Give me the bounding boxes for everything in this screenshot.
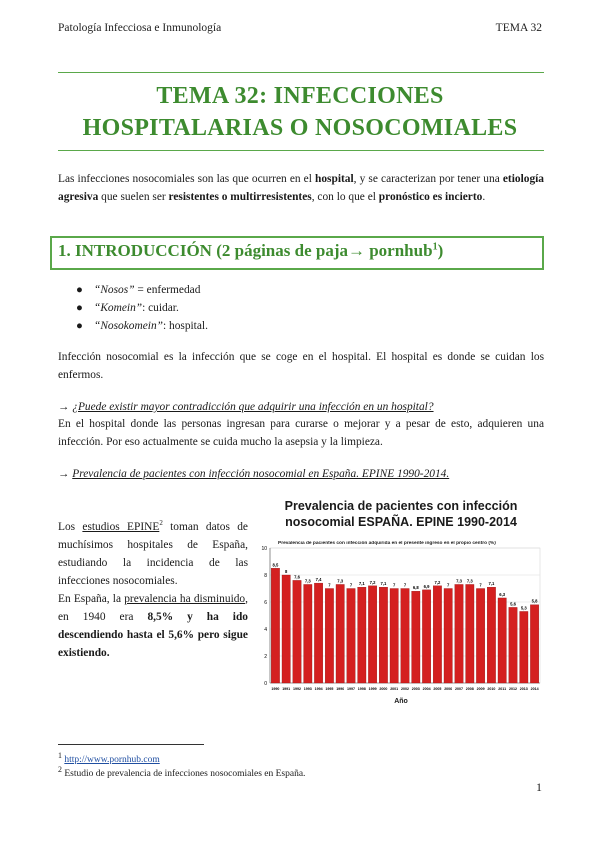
data-label: 7 bbox=[349, 582, 353, 588]
footnote-rule bbox=[58, 744, 204, 745]
x-tick-label: 2011 bbox=[498, 687, 507, 691]
y-tick-label: 10 bbox=[261, 546, 267, 552]
intro-paragraph bbox=[58, 170, 544, 206]
intro-text-4: , con lo que el bbox=[311, 191, 379, 203]
bullet-text: : cuidar. bbox=[142, 302, 179, 314]
x-tick-label: 1998 bbox=[357, 687, 366, 691]
chart-bar bbox=[412, 591, 420, 683]
data-label: 7,1 bbox=[358, 581, 365, 587]
data-label: 7,3 bbox=[337, 578, 344, 584]
bullet-term: “Nosokomein” bbox=[94, 320, 163, 332]
epine-text-4: , en 1940 era bbox=[58, 592, 248, 623]
data-label: 7 bbox=[403, 582, 407, 588]
chart-bar bbox=[466, 584, 474, 683]
chart-bar bbox=[498, 598, 506, 683]
prevalencia-line bbox=[58, 465, 544, 483]
title-rule-top bbox=[58, 72, 544, 73]
x-tick-label: 2006 bbox=[444, 687, 453, 691]
chart-bar bbox=[520, 611, 528, 683]
x-tick-label: 1991 bbox=[282, 687, 291, 691]
bullet-icon: ● bbox=[76, 320, 83, 332]
chart-bar bbox=[325, 589, 333, 684]
x-tick-label: 2007 bbox=[455, 687, 463, 691]
footnote-link[interactable]: http://www.pornhub.com bbox=[64, 755, 160, 766]
bullet-term: “Nosos” bbox=[94, 284, 135, 296]
data-label: 5,8 bbox=[531, 598, 538, 604]
data-label: 7,1 bbox=[380, 581, 387, 587]
chart-bar bbox=[487, 587, 495, 683]
y-tick-label: 4 bbox=[264, 627, 267, 633]
epine-underline-1: estudios EPINE bbox=[82, 520, 160, 533]
data-label: 7 bbox=[479, 582, 482, 588]
bullet-icon: ● bbox=[76, 284, 83, 296]
x-tick-label: 2002 bbox=[401, 687, 409, 691]
hospital-paragraph: En el hospital donde las personas ingresan para curarse o mejorar y a pesar de esto, adquieren una infección. Por eso actualmente se cuida mucho la asepsia y la limpieza. bbox=[58, 418, 544, 448]
x-tick-label: 2013 bbox=[519, 687, 528, 691]
x-tick-label: 1993 bbox=[303, 687, 312, 691]
data-label: 7,4 bbox=[315, 577, 322, 583]
chart-bar bbox=[358, 587, 366, 683]
data-label: 8 bbox=[285, 569, 288, 574]
question-text: ¿Puede existir mayor contradicción que adquirir una infección en un hospital? bbox=[72, 401, 434, 413]
epine-footnote-ref[interactable]: 2 bbox=[159, 519, 163, 527]
list-item bbox=[72, 281, 532, 299]
chart-bar bbox=[304, 584, 312, 683]
section-heading bbox=[58, 241, 443, 261]
x-tick-label: 2001 bbox=[390, 687, 399, 691]
chart-bar bbox=[282, 575, 290, 683]
intro-bold-2: etiología agresiva bbox=[58, 173, 544, 203]
x-tick-label: 2010 bbox=[487, 687, 496, 691]
data-label: 8,5 bbox=[272, 562, 279, 568]
intro-bold-1: hospital bbox=[315, 173, 354, 185]
x-tick-label: 2008 bbox=[465, 687, 474, 691]
x-tick-label: 1999 bbox=[368, 687, 377, 691]
y-tick-label: 6 bbox=[264, 600, 267, 606]
arrow-icon: → bbox=[58, 468, 73, 480]
footnote-text: Estudio de prevalencia de infecciones nosocomiales en España. bbox=[64, 769, 306, 780]
x-tick-label: 2005 bbox=[433, 687, 442, 691]
epine-text-1: Los bbox=[58, 520, 83, 533]
title-line-2: HOSPITALARIAS O NOSOCOMIALES bbox=[82, 115, 518, 141]
chart-bar bbox=[444, 589, 452, 684]
x-tick-label: 2012 bbox=[509, 687, 517, 691]
x-tick-label: 1990 bbox=[271, 687, 280, 691]
x-tick-label: 2004 bbox=[422, 687, 431, 691]
bullet-term: “Komein” bbox=[94, 302, 143, 314]
chart-bar bbox=[293, 580, 301, 683]
data-label: 7,3 bbox=[466, 578, 473, 584]
prevalence-chart bbox=[256, 498, 546, 710]
chart-bar bbox=[314, 583, 322, 683]
data-label: 7 bbox=[447, 582, 450, 588]
x-tick-label: 1992 bbox=[293, 687, 301, 691]
running-header-right: TEMA 32 bbox=[495, 22, 542, 34]
section-heading-close: ) bbox=[437, 241, 444, 260]
chart-bar bbox=[422, 590, 430, 683]
epine-bold-1: 8,5% y ha ido descendiendo hasta el 5,6% pero sigue existiendo. bbox=[58, 610, 249, 659]
data-label: 7,3 bbox=[304, 578, 311, 584]
question-line bbox=[58, 398, 544, 416]
x-tick-label: 2014 bbox=[530, 687, 539, 691]
x-tick-label: 2003 bbox=[411, 687, 420, 691]
data-label: 5,6 bbox=[510, 601, 516, 607]
definition-paragraph: Infección nosocomial es la infección que se coge en el hospital. El hospital es donde se cuidan los enfermos. bbox=[58, 351, 544, 381]
intro-text-3: que suelen ser bbox=[98, 191, 169, 203]
chart-bar bbox=[368, 586, 376, 683]
chart-bar bbox=[509, 607, 517, 683]
section-heading-footnote-ref[interactable]: 1 bbox=[432, 241, 438, 253]
page-number: 1 bbox=[536, 780, 542, 794]
data-label: 5,3 bbox=[520, 605, 527, 611]
chart-x-axis-label: Año bbox=[394, 698, 408, 705]
epine-underline-2: prevalencia ha disminuido bbox=[124, 592, 246, 605]
arrow-icon: → bbox=[58, 401, 73, 413]
data-label: 7,2 bbox=[369, 579, 376, 585]
intro-text-5: . bbox=[482, 191, 486, 203]
intro-bold-3: resistentes o multirresistentes bbox=[168, 191, 312, 203]
intro-bold-4: pronóstico es incierto bbox=[378, 191, 483, 203]
data-label: 7,3 bbox=[456, 578, 462, 584]
data-label: 7,1 bbox=[488, 581, 495, 587]
chart-bar bbox=[455, 584, 463, 683]
etymology-list bbox=[72, 281, 532, 335]
chart-bar bbox=[271, 568, 279, 683]
data-label: 6,8 bbox=[412, 585, 419, 591]
y-tick-label: 8 bbox=[264, 573, 267, 579]
x-tick-label: 1994 bbox=[314, 687, 323, 691]
chart-subtitle: Prevalencia de pacientes con infección adquirida en el presente ingreso en el propio centro (%) bbox=[278, 541, 496, 546]
epine-text-3: En España, la bbox=[58, 592, 125, 605]
y-tick-label: 2 bbox=[264, 654, 267, 660]
footnote-number: 2 bbox=[58, 765, 62, 774]
chart-bar bbox=[379, 587, 387, 683]
title-line-1: TEMA 32: INFECCIONES bbox=[156, 83, 444, 109]
intro-text-1: Las infecciones nosocomiales son las que ocurren en el bbox=[58, 173, 316, 185]
chart-bar bbox=[390, 589, 398, 684]
x-tick-label: 2009 bbox=[476, 687, 485, 691]
x-tick-label: 1997 bbox=[347, 687, 355, 691]
title-rule-bottom bbox=[58, 150, 544, 151]
epine-text-2: toman datos de muchísimos hospitales de España, estudiando la incidencia de las infecciones nosocomiales. bbox=[58, 520, 248, 587]
data-label: 6,9 bbox=[423, 583, 430, 589]
chart-svg bbox=[256, 498, 546, 710]
chart-bar bbox=[347, 589, 355, 684]
chart-bar bbox=[433, 586, 441, 683]
data-label: 7,6 bbox=[294, 574, 300, 580]
chart-bar bbox=[476, 589, 484, 684]
prevalencia-text: Prevalencia de pacientes con infección nosocomial en España. EPINE 1990-2014. bbox=[72, 468, 450, 480]
x-tick-label: 1996 bbox=[336, 687, 345, 691]
running-header-left: Patología Infecciosa e Inmunología bbox=[58, 22, 222, 34]
bullet-text: = enfermedad bbox=[134, 284, 201, 296]
footnote-number: 1 bbox=[58, 751, 62, 760]
x-tick-label: 1995 bbox=[325, 687, 334, 691]
bullet-text: : hospital. bbox=[162, 320, 208, 332]
chart-bar bbox=[401, 589, 409, 684]
data-label: 7 bbox=[328, 582, 331, 588]
section-heading-text: 1. INTRODUCCIÓN (2 páginas de paja→ pornhub bbox=[58, 241, 433, 260]
chart-bar bbox=[530, 605, 538, 683]
y-tick-label: 0 bbox=[264, 681, 267, 687]
footnote-2 bbox=[58, 764, 305, 780]
list-item bbox=[72, 317, 532, 335]
page-title bbox=[40, 80, 560, 144]
intro-text-2: , y se caracterizan por tener una bbox=[353, 173, 503, 185]
data-label: 6,3 bbox=[499, 591, 506, 597]
x-tick-label: 2000 bbox=[379, 687, 388, 691]
epine-paragraph bbox=[58, 514, 248, 662]
chart-title: Prevalencia de pacientes con infección nosocomial ESPAÑA. EPINE 1990-2014 bbox=[284, 499, 518, 529]
data-label: 7,2 bbox=[434, 579, 441, 585]
bullet-icon: ● bbox=[76, 302, 83, 314]
chart-bar bbox=[336, 584, 344, 683]
data-label: 7 bbox=[393, 582, 396, 588]
list-item bbox=[72, 299, 532, 317]
